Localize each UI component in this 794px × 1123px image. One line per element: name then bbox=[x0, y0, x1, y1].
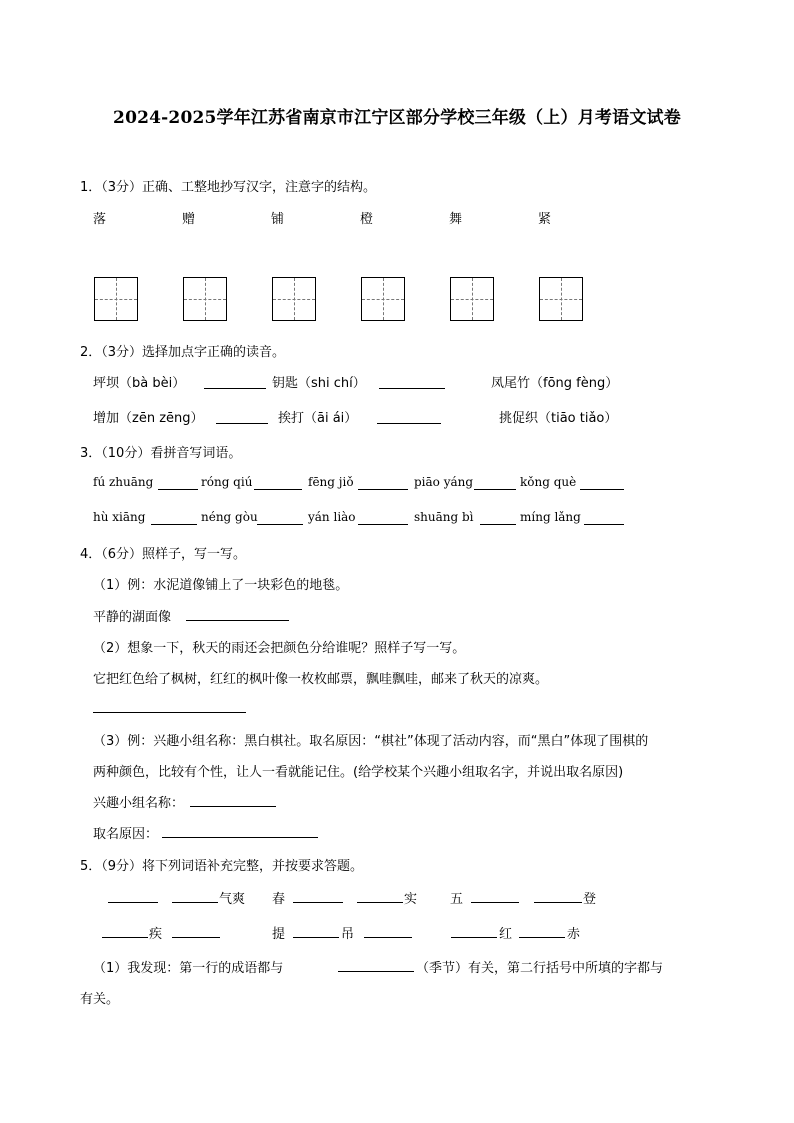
q2-stem: 2．（3分）选择加点字正确的读音。 bbox=[80, 345, 286, 360]
q1-char: 赠 bbox=[182, 212, 196, 227]
q1-char: 铺 bbox=[271, 212, 285, 227]
q3-stem: 3．（10分）看拼音写词语。 bbox=[80, 446, 242, 461]
idiom-part: 红 bbox=[499, 927, 513, 942]
answer-blank[interactable] bbox=[338, 957, 414, 972]
q4-part3-line1: （3）例：兴趣小组名称：黑白棋社。取名原因：“棋社”体现了活动内容，而“黑白”体现了围棋的 bbox=[93, 734, 649, 749]
q5-find-line1a: （1）我发现：第一行的成语都与 bbox=[93, 961, 284, 976]
answer-blank[interactable] bbox=[254, 475, 302, 490]
pinyin-item: fēng jiǒ bbox=[308, 475, 354, 489]
answer-blank[interactable] bbox=[474, 475, 516, 490]
answer-blank[interactable] bbox=[471, 888, 519, 903]
writing-grid-box[interactable] bbox=[450, 277, 494, 321]
answer-blank[interactable] bbox=[358, 510, 408, 525]
q4-part2: （2）想象一下，秋天的雨还会把颜色分给谁呢？照样子写一写。 bbox=[93, 641, 466, 656]
pinyin-item: róng qiú bbox=[201, 475, 253, 489]
answer-blank[interactable] bbox=[151, 510, 197, 525]
answer-blank[interactable] bbox=[204, 374, 266, 389]
q5-find-line2: 有关。 bbox=[80, 992, 120, 1007]
answer-blank[interactable] bbox=[102, 923, 148, 938]
idiom-part: 赤 bbox=[567, 927, 581, 942]
pinyin-item: shuāng bì bbox=[414, 510, 474, 524]
answer-blank[interactable] bbox=[584, 510, 624, 525]
reason-label: 取名原因： bbox=[93, 827, 159, 842]
q4-part1: （1）例：水泥道像铺上了一块彩色的地毯。 bbox=[93, 578, 349, 593]
answer-blank[interactable] bbox=[158, 475, 198, 490]
q1-char: 舞 bbox=[449, 212, 463, 227]
q4-part3-line2: 两种颜色，比较有个性，让人一看就能记住。(给学校某个兴趣小组取名字，并说出取名原因) bbox=[93, 765, 624, 780]
answer-blank[interactable] bbox=[257, 510, 303, 525]
q2-item: 钥匙（shi chí） bbox=[272, 376, 366, 391]
idiom-part: 吊 bbox=[341, 927, 355, 942]
answer-blank[interactable] bbox=[293, 923, 339, 938]
pinyin-item: fú zhuāng bbox=[93, 475, 154, 489]
answer-blank[interactable] bbox=[162, 823, 318, 838]
pinyin-item: kǒng què bbox=[520, 475, 577, 489]
answer-blank[interactable] bbox=[216, 409, 268, 424]
q2-item: 坪坝（bà bèi） bbox=[93, 376, 186, 391]
writing-grid-box[interactable] bbox=[539, 277, 583, 321]
answer-blank[interactable] bbox=[93, 698, 246, 713]
pinyin-item: piāo yáng bbox=[414, 475, 474, 489]
answer-blank[interactable] bbox=[451, 923, 497, 938]
answer-blank[interactable] bbox=[364, 923, 412, 938]
q2-item: 挨打（āi ái） bbox=[278, 411, 358, 426]
q1-char: 紧 bbox=[538, 212, 552, 227]
idiom-part: 提 bbox=[272, 927, 286, 942]
answer-blank[interactable] bbox=[357, 888, 403, 903]
idiom-part: 春 bbox=[272, 892, 286, 907]
q1-char: 落 bbox=[93, 212, 107, 227]
answer-blank[interactable] bbox=[108, 888, 158, 903]
writing-grid-box[interactable] bbox=[361, 277, 405, 321]
q5-find-line1b: （季节）有关，第二行括号中所填的字都与 bbox=[416, 961, 664, 976]
q2-item: 挑促织（tiāo tiǎo） bbox=[499, 411, 618, 426]
writing-grid-box[interactable] bbox=[94, 277, 138, 321]
idiom-part: 实 bbox=[404, 892, 418, 907]
answer-blank[interactable] bbox=[519, 923, 565, 938]
group-name-label: 兴趣小组名称： bbox=[93, 796, 185, 811]
answer-blank[interactable] bbox=[480, 510, 516, 525]
idiom-part: 气爽 bbox=[219, 892, 246, 907]
pinyin-item: míng lǎng bbox=[520, 510, 581, 524]
idiom-part: 疾 bbox=[149, 927, 163, 942]
answer-blank[interactable] bbox=[377, 409, 441, 424]
writing-grid-box[interactable] bbox=[272, 277, 316, 321]
q2-item: 增加（zēn zēng） bbox=[93, 411, 204, 426]
answer-blank[interactable] bbox=[172, 923, 220, 938]
q1-char: 橙 bbox=[360, 212, 374, 227]
pinyin-item: yán liào bbox=[308, 510, 356, 524]
idiom-part: 五 bbox=[450, 892, 464, 907]
q5-stem: 5．（9分）将下列词语补充完整，并按要求答题。 bbox=[80, 859, 364, 874]
q4-stem: 4．（6分）照样子，写一写。 bbox=[80, 547, 247, 562]
pinyin-item: hù xiāng bbox=[93, 510, 146, 524]
writing-grid-box[interactable] bbox=[183, 277, 227, 321]
idiom-part: 登 bbox=[583, 892, 597, 907]
answer-blank[interactable] bbox=[379, 374, 445, 389]
q4-part2-example: 它把红色给了枫树，红红的枫叶像一枚枚邮票，飘哇飘哇，邮来了秋天的凉爽。 bbox=[93, 672, 549, 687]
q1-stem: 1．（3分）正确、工整地抄写汉字，注意字的结构。 bbox=[80, 180, 377, 195]
answer-blank[interactable] bbox=[172, 888, 218, 903]
answer-blank[interactable] bbox=[186, 606, 289, 621]
answer-blank[interactable] bbox=[190, 792, 276, 807]
pinyin-item: néng gòu bbox=[201, 510, 258, 524]
q4-part1-prompt: 平静的湖面像 bbox=[93, 610, 172, 625]
answer-blank[interactable] bbox=[534, 888, 582, 903]
page-title: 2024-2025学年江苏省南京市江宁区部分学校三年级（上）月考语文试卷 bbox=[113, 108, 681, 128]
answer-blank[interactable] bbox=[580, 475, 624, 490]
answer-blank[interactable] bbox=[358, 475, 408, 490]
q2-item: 凤尾竹（fōng fèng） bbox=[491, 376, 619, 391]
answer-blank[interactable] bbox=[293, 888, 343, 903]
